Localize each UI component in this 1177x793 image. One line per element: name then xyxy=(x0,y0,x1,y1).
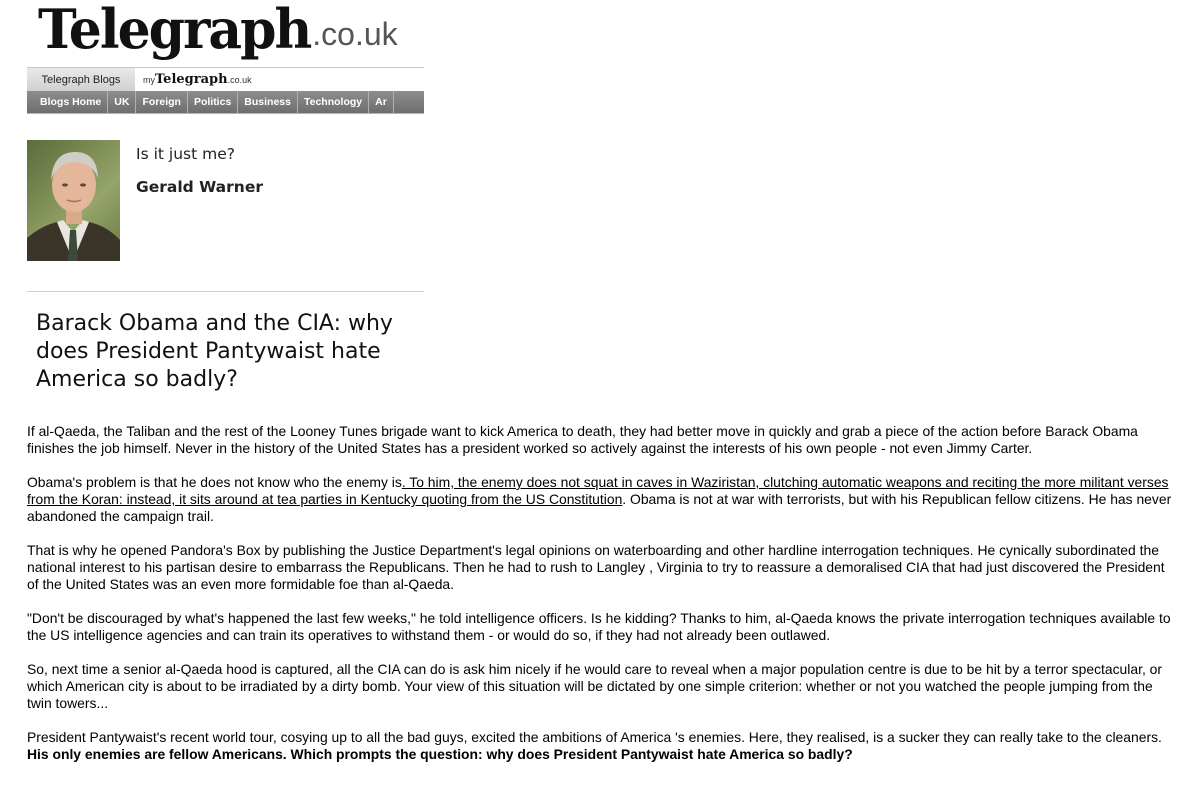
telegraph-logo[interactable] xyxy=(38,0,398,62)
author-name[interactable]: Gerald Warner xyxy=(136,178,263,196)
nav-item-uk[interactable]: UK xyxy=(108,91,136,113)
nav-item-foreign[interactable]: Foreign xyxy=(136,91,188,113)
article-paragraph-5: So, next time a senior al-Qaeda hood is captured, all the CIA can do is ask him nicely if he would care to reveal when a major population centre is due to be hit by a terror spectacular, or which American city is about to be irradiated by a dirty bomb. Your view of this situation will be dictated by one simple criterion: whether or not you watched the people jumping from the twin towers... xyxy=(27,661,1163,712)
article-headline: Barack Obama and the CIA: why does President Pantywaist hate America so badly? xyxy=(36,311,393,392)
paragraph-2-text-end: . Obama is not at war with terrorists, but with his Republican fellow citizens. He has never abandoned the campaign trail. xyxy=(27,491,1172,525)
article-paragraph-2 xyxy=(27,474,1172,526)
paragraph-2-text-start: Obama's problem is that he does not know who the enemy is xyxy=(27,473,402,490)
blog-title[interactable]: Is it just me? xyxy=(136,145,235,163)
article-link-tea-parties[interactable]: . To him, the enemy does not squat in caves in Waziristan, clutching automatic weapons and reciting the more militant verses from the Koran: instead, it sits around at tea parties in Kentucky quoting from the US Constitution xyxy=(27,473,1169,508)
article-body xyxy=(27,423,1172,764)
article-paragraph-4: "Don't be discouraged by what's happened the last few weeks," he told intelligence officers. Is he kidding? Thanks to him, al-Qaeda knows the private interrogation techniques available to the US intelligence agencies and can train its operatives to withstand them - or would do so, if they had not already been outlawed. xyxy=(27,610,1171,644)
author-portrait-icon xyxy=(27,140,120,261)
my-telegraph-domain: .co.uk xyxy=(227,75,252,85)
nav-item-business[interactable]: Business xyxy=(238,91,298,113)
blogs-nav-bar xyxy=(27,91,424,114)
nav-item-politics[interactable]: Politics xyxy=(188,91,238,113)
my-telegraph-logo: Telegraph xyxy=(155,72,228,87)
site-tabs xyxy=(27,67,424,92)
tab-my-telegraph[interactable] xyxy=(143,68,252,92)
article-paragraph-1: If al-Qaeda, the Taliban and the rest of the Looney Tunes brigade want to kick America to death, they had better move in quickly and grab a piece of the action before Barack Obama finishes the job himself. Never in the history of the United States has a president worked so actively against the interests of his own people - not even Jimmy Carter. xyxy=(27,423,1138,457)
article-paragraph-3: That is why he opened Pandora's Box by publishing the Justice Department's legal opinions on waterboarding and other hardline interrogation techniques. He cynically subordinated the national interest to his partisan desire to embarrass the Republicans. Then he had to rush to Langley , Virginia to try to reassure a demoralised CIA that had just discovered the President of the United States was an even more formidable foe than al-Qaeda. xyxy=(27,542,1165,593)
my-prefix: my xyxy=(143,75,155,85)
nav-item-ar[interactable]: Ar xyxy=(369,91,394,113)
logo-domain: .co.uk xyxy=(312,16,398,52)
paragraph-6-text: President Pantywaist's recent world tour, cosying up to all the bad guys, excited the ambitions of America 's enemies. Here, they realised, is a sucker they can really take to the cleaners. xyxy=(27,729,1162,746)
tab-telegraph-blogs[interactable]: Telegraph Blogs xyxy=(27,68,135,92)
article-paragraph-6 xyxy=(27,729,1172,763)
paragraph-6-bold-text: His only enemies are fellow Americans. Which prompts the question: why does President Pantywaist hate America so badly? xyxy=(27,746,853,763)
logo-wordmark: Telegraph xyxy=(38,0,311,62)
nav-item-technology[interactable]: Technology xyxy=(298,91,369,113)
header-divider xyxy=(27,291,424,292)
nav-item-blogs-home[interactable]: Blogs Home xyxy=(27,91,108,113)
author-photo xyxy=(27,140,120,261)
